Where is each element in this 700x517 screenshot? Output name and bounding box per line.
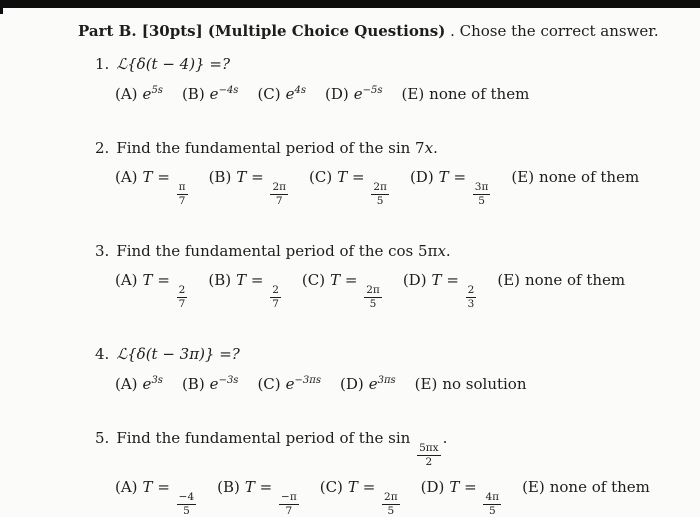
fraction [466,285,477,310]
option-A [115,477,198,517]
option-label: (A) [115,374,138,393]
exponent: −4s [218,84,239,96]
math-text: T [347,477,358,496]
plain-text: = [448,168,471,186]
plain-text: = [152,477,175,496]
math-text: x [424,138,434,157]
fraction-denominator: 7 [178,195,186,208]
plain-text: . [442,428,448,447]
plain-text: = [246,168,269,186]
fraction-denominator: 7 [178,298,186,311]
fraction-denominator: 3 [467,298,475,311]
fraction [177,285,188,310]
exam-header [78,21,672,41]
plain-text: . [433,138,438,157]
option-A [115,374,163,394]
fraction-numerator: 3π [473,182,491,195]
plain-text: none of them [525,271,626,290]
math-text: T [431,271,442,290]
option-label: (B) [217,477,240,496]
fraction-denominator: 7 [275,195,283,208]
math-text: T [330,271,341,290]
exponent: 5s [151,84,163,96]
math-text: T [142,168,153,186]
fraction-numerator: 2 [466,285,477,298]
document-page [0,8,700,517]
fraction-denominator: 5 [376,195,384,208]
option-label: (B) [208,271,232,290]
fraction [279,492,299,517]
scan-left-edge [0,0,3,14]
option-label: (A) [115,168,138,186]
option-label: (D) [402,271,427,290]
math-text: T [438,168,449,186]
option-B [217,477,301,517]
plain-text: = [254,477,278,496]
option-C [302,270,384,310]
math-exponential: $e^{-3\pi s}$ [285,374,321,393]
question-number: 5. [95,428,110,447]
math-text: x [437,242,446,261]
fraction-denominator: 5 [369,298,377,311]
option-label: (C) [309,168,333,186]
plain-text: Find the fundamental period of the sin [116,428,416,447]
fraction-denominator: 7 [285,504,293,517]
scan-top-bar [0,0,700,8]
option-B [208,270,283,310]
option-label: (B) [181,374,205,393]
fraction-denominator: 5 [488,504,496,517]
option-label: (C) [257,374,281,393]
math-exponential: $e^{3\pi s}$ [368,374,396,393]
option-C [257,374,321,394]
question-number: 2. [95,138,110,157]
answer-options [115,270,672,310]
fraction [382,492,400,517]
fraction-denominator: 5 [478,195,485,208]
question-list [78,54,672,517]
fraction-numerator: 2 [177,285,188,298]
plain-text: . [445,242,451,261]
math-text: T [337,168,348,186]
option-E [402,84,530,104]
plain-text: none of them [549,477,650,496]
question-4 [95,344,672,394]
option-D [403,270,479,310]
fraction [364,285,382,310]
option-label: (C) [319,477,343,496]
fraction-denominator: 5 [387,504,395,517]
option-label: (E) [522,477,545,496]
question-number: 1. [95,55,110,74]
fraction [177,492,196,517]
fraction [177,182,188,207]
option-label: (E) [414,374,438,393]
plain-text: none of them [429,84,530,103]
fraction-numerator: −π [279,492,299,505]
math-exponential: $e^{3s}$ [142,374,163,393]
option-D [421,477,503,517]
option-A [115,167,190,207]
part-instruction: . Chose the correct answer. [445,22,659,40]
math-text: ℒ{δ(t − 4)} =? [116,55,230,74]
plain-text: none of them [539,168,640,186]
option-C [320,477,402,517]
option-A [115,84,163,104]
option-label: (D) [409,168,434,186]
question-prompt [95,54,672,74]
fraction-numerator: 4π [483,492,501,505]
option-D [410,167,492,207]
math-text: T [244,477,255,496]
fraction-numerator: 2 [270,285,281,298]
fraction-numerator: 2π [382,492,400,505]
math-text: T [449,477,460,496]
fraction-denominator: 7 [272,298,279,311]
plain-text: Find the fundamental period of the cos 5π [116,242,438,261]
question-5 [95,428,672,517]
math-exponential: $e^{5s}$ [142,84,163,103]
fraction-denominator: 2 [425,455,433,468]
part-title: Part B. [30pts] (Multiple Choice Questions) [78,22,446,40]
math-text: T [142,477,153,496]
math-text: ℒ{δ(t − 3π)} =? [116,345,240,364]
option-label: (B) [181,84,205,103]
option-label: (A) [115,477,138,496]
fraction [270,285,281,310]
fraction [270,182,288,207]
option-A [115,270,189,310]
fraction [473,182,491,207]
fraction-denominator: 5 [183,504,190,517]
fraction-numerator: 2π [364,285,382,298]
option-E [511,167,639,187]
option-B [182,374,239,394]
fraction-numerator: π [177,182,188,195]
option-B [182,84,239,104]
option-C [309,167,391,207]
exponent: −5s [362,84,383,96]
option-label: (D) [339,374,364,393]
math-exponential: $e^{-3s}$ [209,374,239,393]
plain-text: = [347,168,370,186]
fraction-numerator: −4 [177,492,196,505]
question-prompt [95,138,672,158]
answer-options [115,374,672,394]
option-label: (A) [115,84,138,103]
plain-text: no solution [442,374,527,393]
option-label: (B) [208,168,232,186]
exponent: −3s [218,374,239,386]
math-exponential: $e^{-4s}$ [209,84,239,103]
question-prompt [95,344,672,364]
plain-text: = [357,477,381,496]
fraction [417,443,441,468]
option-D [340,374,396,394]
option-label: (A) [115,271,138,290]
exponent: −3πs [294,374,321,386]
option-label: (E) [511,168,535,186]
plain-text: = [441,271,464,290]
option-E [522,477,650,497]
question-prompt [95,428,672,468]
option-label: (D) [325,84,349,103]
exponent: 3s [151,374,163,386]
plain-text: = [246,271,269,290]
question-3 [95,241,672,310]
plain-text: = [340,271,363,290]
fraction-numerator: 5πx [417,443,441,456]
option-B [209,167,290,207]
math-exponential: $e^{-5s}$ [353,84,383,103]
fraction-numerator: 2π [371,182,389,195]
plain-text: = [152,271,175,290]
answer-options [115,477,672,517]
answer-options [115,167,672,207]
question-number: 4. [95,345,110,364]
plain-text: Find the fundamental period of the sin 7 [116,138,425,157]
fraction [371,182,389,207]
option-E [415,374,527,394]
math-text: T [236,168,247,186]
option-label: (E) [497,271,521,290]
answer-options [115,84,672,104]
option-D [325,84,383,104]
fraction-numerator: 2π [270,182,288,195]
fraction [483,492,501,517]
option-E [497,270,625,290]
question-1 [95,54,672,104]
math-text: T [142,271,153,290]
question-prompt [95,241,672,261]
option-label: (D) [420,477,445,496]
exponent: 3πs [377,374,396,386]
math-text: T [236,271,247,290]
plain-text: = [152,168,175,186]
option-label: (E) [401,84,425,103]
plain-text: = [459,477,482,496]
option-C [257,84,306,104]
option-label: (C) [301,271,326,290]
question-2 [95,138,672,207]
math-exponential: $e^{4s}$ [285,84,307,103]
option-label: (C) [257,84,281,103]
exponent: 4s [294,84,307,96]
question-number: 3. [95,242,110,261]
